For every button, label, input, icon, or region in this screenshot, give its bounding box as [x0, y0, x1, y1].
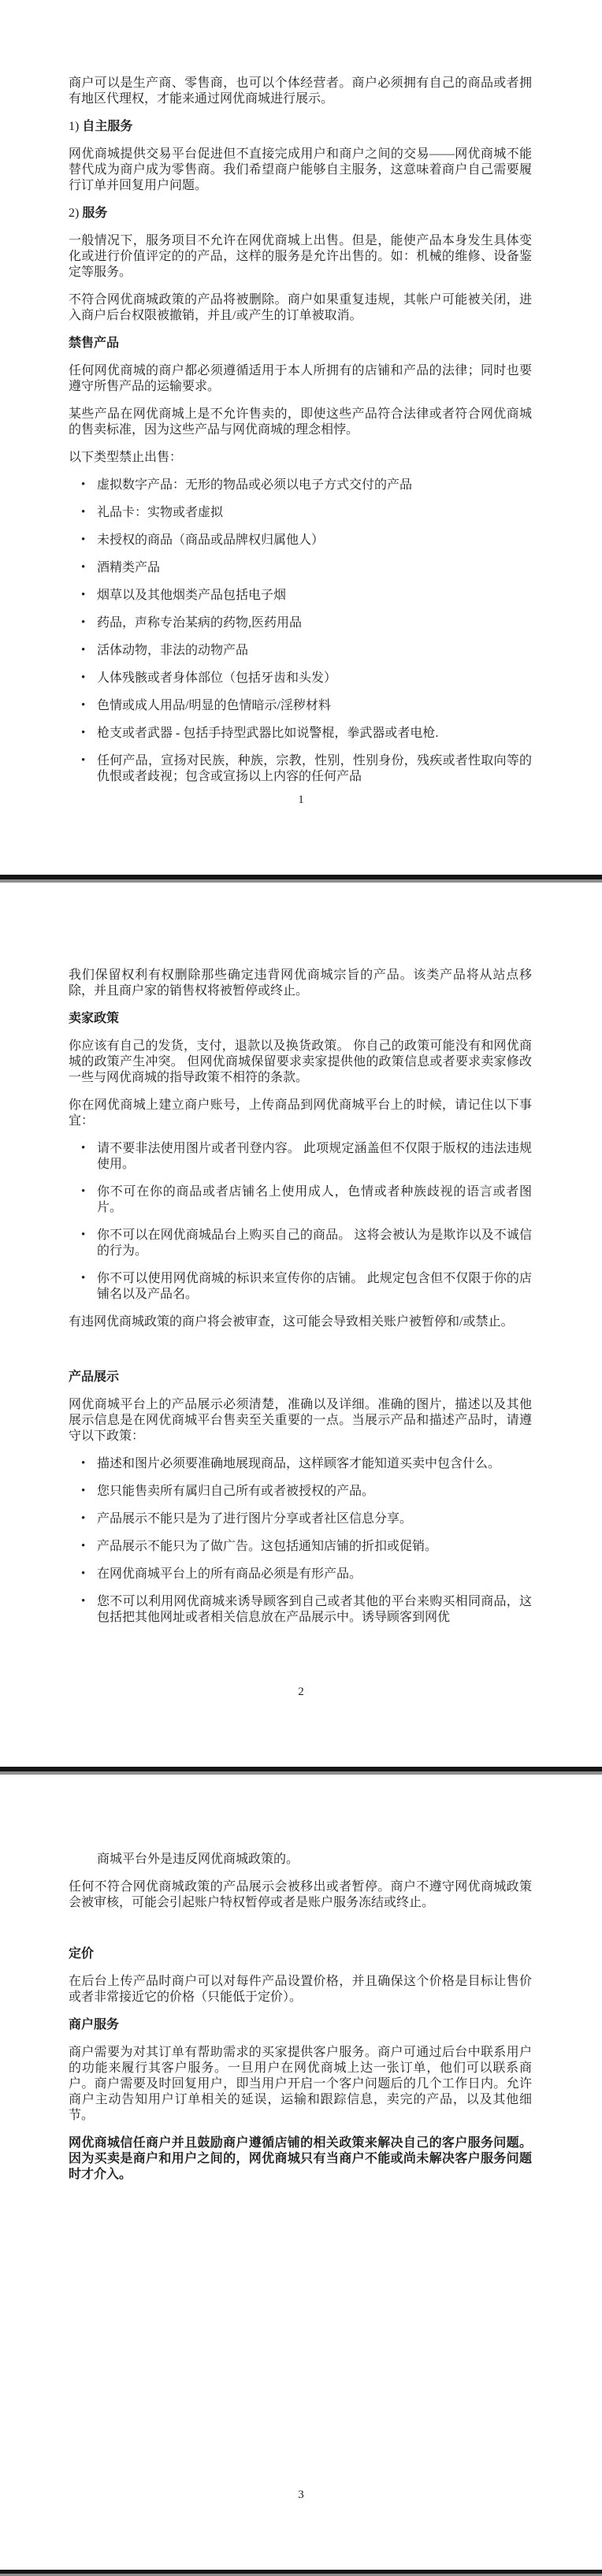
bullet-list — [69, 1456, 532, 1626]
page-number: 2 — [298, 1686, 304, 1698]
list-item — [81, 1228, 532, 1259]
list-item — [81, 1539, 532, 1555]
list-item — [81, 588, 532, 604]
paragraph: 一般情况下，服务项目不允许在网优商城上出售。但是，能使产品本身发生具体变化或进行价值评定的的产品，这样的服务是允许出售的。如：机械的维修、设备鉴定等服务。 — [69, 234, 532, 279]
list-item — [81, 1567, 532, 1582]
paragraph: 任何网优商城的商户都必须遵循适用于本人所拥有的店铺和产品的法律；同时也要遵守所售产品的运输要求。 — [69, 364, 532, 393]
paragraph: 以下类型禁止出售： — [69, 451, 183, 464]
list-item — [81, 478, 532, 493]
section-heading: 产品展示 — [69, 1370, 120, 1384]
paragraph: 有违网优商城政策的商户将会被审查，这可能会导致相关账户被暂停和/或禁止。 — [69, 1315, 514, 1329]
bullet-icon: • — [81, 561, 86, 574]
list-item-text: 任何产品，宣扬对民族，种族，宗教，性别，性别身份，残疾或者性取向等的仇恨或者歧视；包含或宣扬以上内容的任何产品 — [97, 754, 532, 783]
section-heading: 禁售产品 — [69, 336, 120, 350]
heading-number: 1) — [69, 120, 83, 133]
section-heading: 商户服务 — [69, 2018, 120, 2031]
paragraph: 我们保留权利有权删除那些确定违背网优商城宗旨的产品。该类产品将从站点移除，并且商户家的销售权将被暂停或终止。 — [69, 968, 532, 998]
vertical-spacer — [69, 1342, 532, 1370]
bullet-icon: • — [81, 644, 86, 656]
list-item — [81, 753, 532, 785]
section-heading: 定价 — [69, 1947, 95, 1961]
page-1 — [0, 0, 602, 875]
list-item-text: 虚拟数字产品：无形的物品或必须以电子方式交付的产品 — [97, 478, 413, 492]
bullet-icon: • — [81, 699, 86, 712]
section-heading — [69, 119, 532, 135]
page-separator — [0, 1767, 602, 1775]
paragraph: 网优商城提供交易平台促进但不直接完成用户和商户之间的交易——网优商城不能替代成为商户成为零售商。我们希望商户能够自主服务，这意味着商户自己需要履行订单并回复用户问题。 — [69, 147, 532, 192]
list-item — [81, 533, 532, 548]
page-separator — [0, 875, 602, 883]
list-item-text: 你不可在你的商品或者店铺名上使用成人，色情或者种族歧视的语言或者图片。 — [97, 1185, 532, 1214]
list-item — [81, 1271, 532, 1303]
paragraph: 任何不符合网优商城政策的产品展示会被移出或者暂停。商户不遵守网优商城政策会被审核，可能会引起账户特权暂停或者是账户服务冻结或终止。 — [69, 1880, 532, 1909]
bullet-icon: • — [81, 1142, 86, 1154]
section-heading — [69, 206, 532, 221]
heading-number: 2) — [69, 206, 83, 220]
bullet-icon: • — [81, 1512, 86, 1525]
bullet-icon: • — [81, 1185, 86, 1198]
list-item-text: 枪支或者武器 - 包括手持型武器比如说警棍，拳武器或者电枪. — [97, 727, 439, 740]
paragraph: 在后台上传产品时商户可以对每件产品设置价格，并且确保这个价格是目标让售价或者非常接近它的价格（只能低于定价）。 — [69, 1975, 532, 2004]
list-item-text: 产品展示不能只为了做广告。这包括通知店铺的折扣或促销。 — [97, 1540, 438, 1553]
paragraph: 网优商城平台上的产品展示必须清楚，准确以及详细。准确的图片，描述以及其他展示信息是在网优商城平台售卖至关重要的一点。当展示产品和描述产品时，请遵守以下政策： — [69, 1398, 532, 1443]
page-number: 3 — [298, 2489, 304, 2501]
bullet-icon: • — [81, 727, 86, 739]
vertical-spacer — [69, 1923, 532, 1946]
bullet-icon: • — [81, 1485, 86, 1497]
paragraph: 不符合网优商城政策的产品将被删除。商户如果重复违规，其帐户可能被关闭，进入商户后台权限被撤销，并且/或产生的订单被取消。 — [69, 293, 532, 322]
list-item-text: 色情或成人用品/明显的色情暗示/淫秽材料 — [97, 699, 331, 712]
paragraph: 商户可以是生产商、零售商，也可以个体经营者。商户必须拥有自己的商品或者拥有地区代理权，才能来通过网优商城进行展示。 — [69, 76, 532, 106]
list-item-text: 在网优商城平台上的所有商品必须是有形产品。 — [97, 1567, 362, 1581]
list-item — [81, 671, 532, 686]
list-item-text: 您不可以利用网优商城来诱导顾客到自己或者其他的平台来购买相同商品，这包括把其他网址或者相关信息放在产品展示中。诱导顾客到网优 — [97, 1595, 532, 1624]
list-item-text: 药品，声称专治某病的药物,医药用品 — [97, 616, 303, 630]
list-item — [81, 505, 532, 521]
bullet-icon: • — [81, 478, 86, 491]
list-item — [81, 1594, 532, 1626]
section-heading: 卖家政策 — [69, 1012, 120, 1025]
list-item-text: 你不可以使用网优商城的标识来宣传你的店铺。 此规定包含但不仅限于你的店铺名以及产品名。 — [97, 1272, 532, 1301]
bullet-icon: • — [81, 671, 86, 684]
document-bottom-edge — [0, 2570, 602, 2576]
bullet-icon: • — [81, 616, 86, 629]
heading-text: 服务 — [82, 206, 108, 220]
list-item-text: 产品展示不能只是为了进行图片分享或者社区信息分享。 — [97, 1512, 413, 1526]
page-3 — [0, 1775, 602, 2570]
paragraph: 某些产品在网优商城上是不允许售卖的，即使这些产品符合法律或者符合网优商城的售卖标准，因为这些产品与网优商城的理念相悖。 — [69, 407, 532, 437]
bullet-icon: • — [81, 1595, 86, 1608]
list-item — [81, 726, 532, 742]
bullet-icon: • — [81, 589, 86, 601]
list-item-text: 酒精类产品 — [97, 561, 161, 574]
list-item — [81, 1456, 532, 1472]
bold-paragraph: 网优商城信任商户并且鼓励商户遵循店铺的相关政策来解决自己的客户服务问题。因为买卖是商户和用户之间的，网优商城只有当商户不能或尚未解决客户服务问题时才介入。 — [69, 2136, 532, 2181]
list-item-text: 未授权的商品（商品或品牌权归属他人） — [97, 533, 325, 547]
page-content — [0, 883, 602, 1626]
list-item-text: 你不可以在网优商城品台上购买自己的商品。 这将会被认为是欺诈以及不诚信的行为。 — [97, 1229, 532, 1258]
heading-text: 自主服务 — [82, 120, 133, 133]
continuation: 商城平台外是违反网优商城政策的。 — [97, 1853, 299, 1866]
list-item-text: 请不要非法使用图片或者刊登内容。 此项规定涵盖但不仅限于版权的违法违规使用。 — [97, 1142, 532, 1171]
list-item-text: 您只能售卖所有属归自己所有或者被授权的产品。 — [97, 1485, 375, 1498]
page-2 — [0, 883, 602, 1767]
page-number: 1 — [298, 794, 304, 806]
list-item-text: 描述和图片必须要准确地展现商品，这样顾客才能知道买卖中包含什么。 — [97, 1457, 501, 1470]
page-content — [0, 1775, 602, 2183]
bullet-icon: • — [81, 1457, 86, 1470]
list-item — [81, 560, 532, 576]
bullet-icon: • — [81, 1567, 86, 1580]
bullet-list — [69, 1141, 532, 1303]
list-item-text: 活体动物，非法的动物产品 — [97, 644, 249, 657]
bullet-icon: • — [81, 1229, 86, 1241]
bullet-list — [69, 478, 532, 785]
list-item — [81, 615, 532, 631]
list-item — [81, 1141, 532, 1173]
bullet-icon: • — [81, 506, 86, 519]
list-item — [81, 1484, 532, 1500]
bullet-icon: • — [81, 754, 86, 767]
list-item-text: 人体残骸或者身体部位（包括牙齿和头发） — [97, 671, 337, 685]
page-content — [0, 0, 602, 785]
list-item — [81, 1184, 532, 1216]
list-item — [81, 1511, 532, 1527]
bullet-icon: • — [81, 1540, 86, 1552]
bullet-icon: • — [81, 1272, 86, 1284]
list-item — [81, 698, 532, 714]
list-item-text: 烟草以及其他烟类产品包括电子烟 — [97, 589, 287, 602]
paragraph: 商户需要为对其订单有帮助需求的买家提供客户服务。商户可通过后台中联系用户的功能来履行其客户服务。一旦用户在网优商城上达一张订单，他们可以联系商户。商户需要及时回复用户，即当用户开启一个客户问题后的几个工作日内。允许商户主动告知用户订单相关的延误，运输和跟踪信息，卖完的产品，以及其他细节。 — [69, 2046, 532, 2122]
bullet-icon: • — [81, 533, 86, 546]
list-item — [81, 643, 532, 659]
paragraph: 你应该有自己的发货，支付，退款以及换货政策。 你自己的政策可能没有和网优商城的政策产生冲突。 但网优商城保留要求卖家提供他的政策信息或者要求卖家修改一些与网优商城的指导政策不相符的条款。 — [69, 1039, 532, 1084]
paragraph: 你在网优商城上建立商户账号，上传商品到网优商城平台上的时候，请记住以下事宜： — [69, 1098, 532, 1128]
list-item-text: 礼品卡：实物或者虚拟 — [97, 506, 224, 519]
